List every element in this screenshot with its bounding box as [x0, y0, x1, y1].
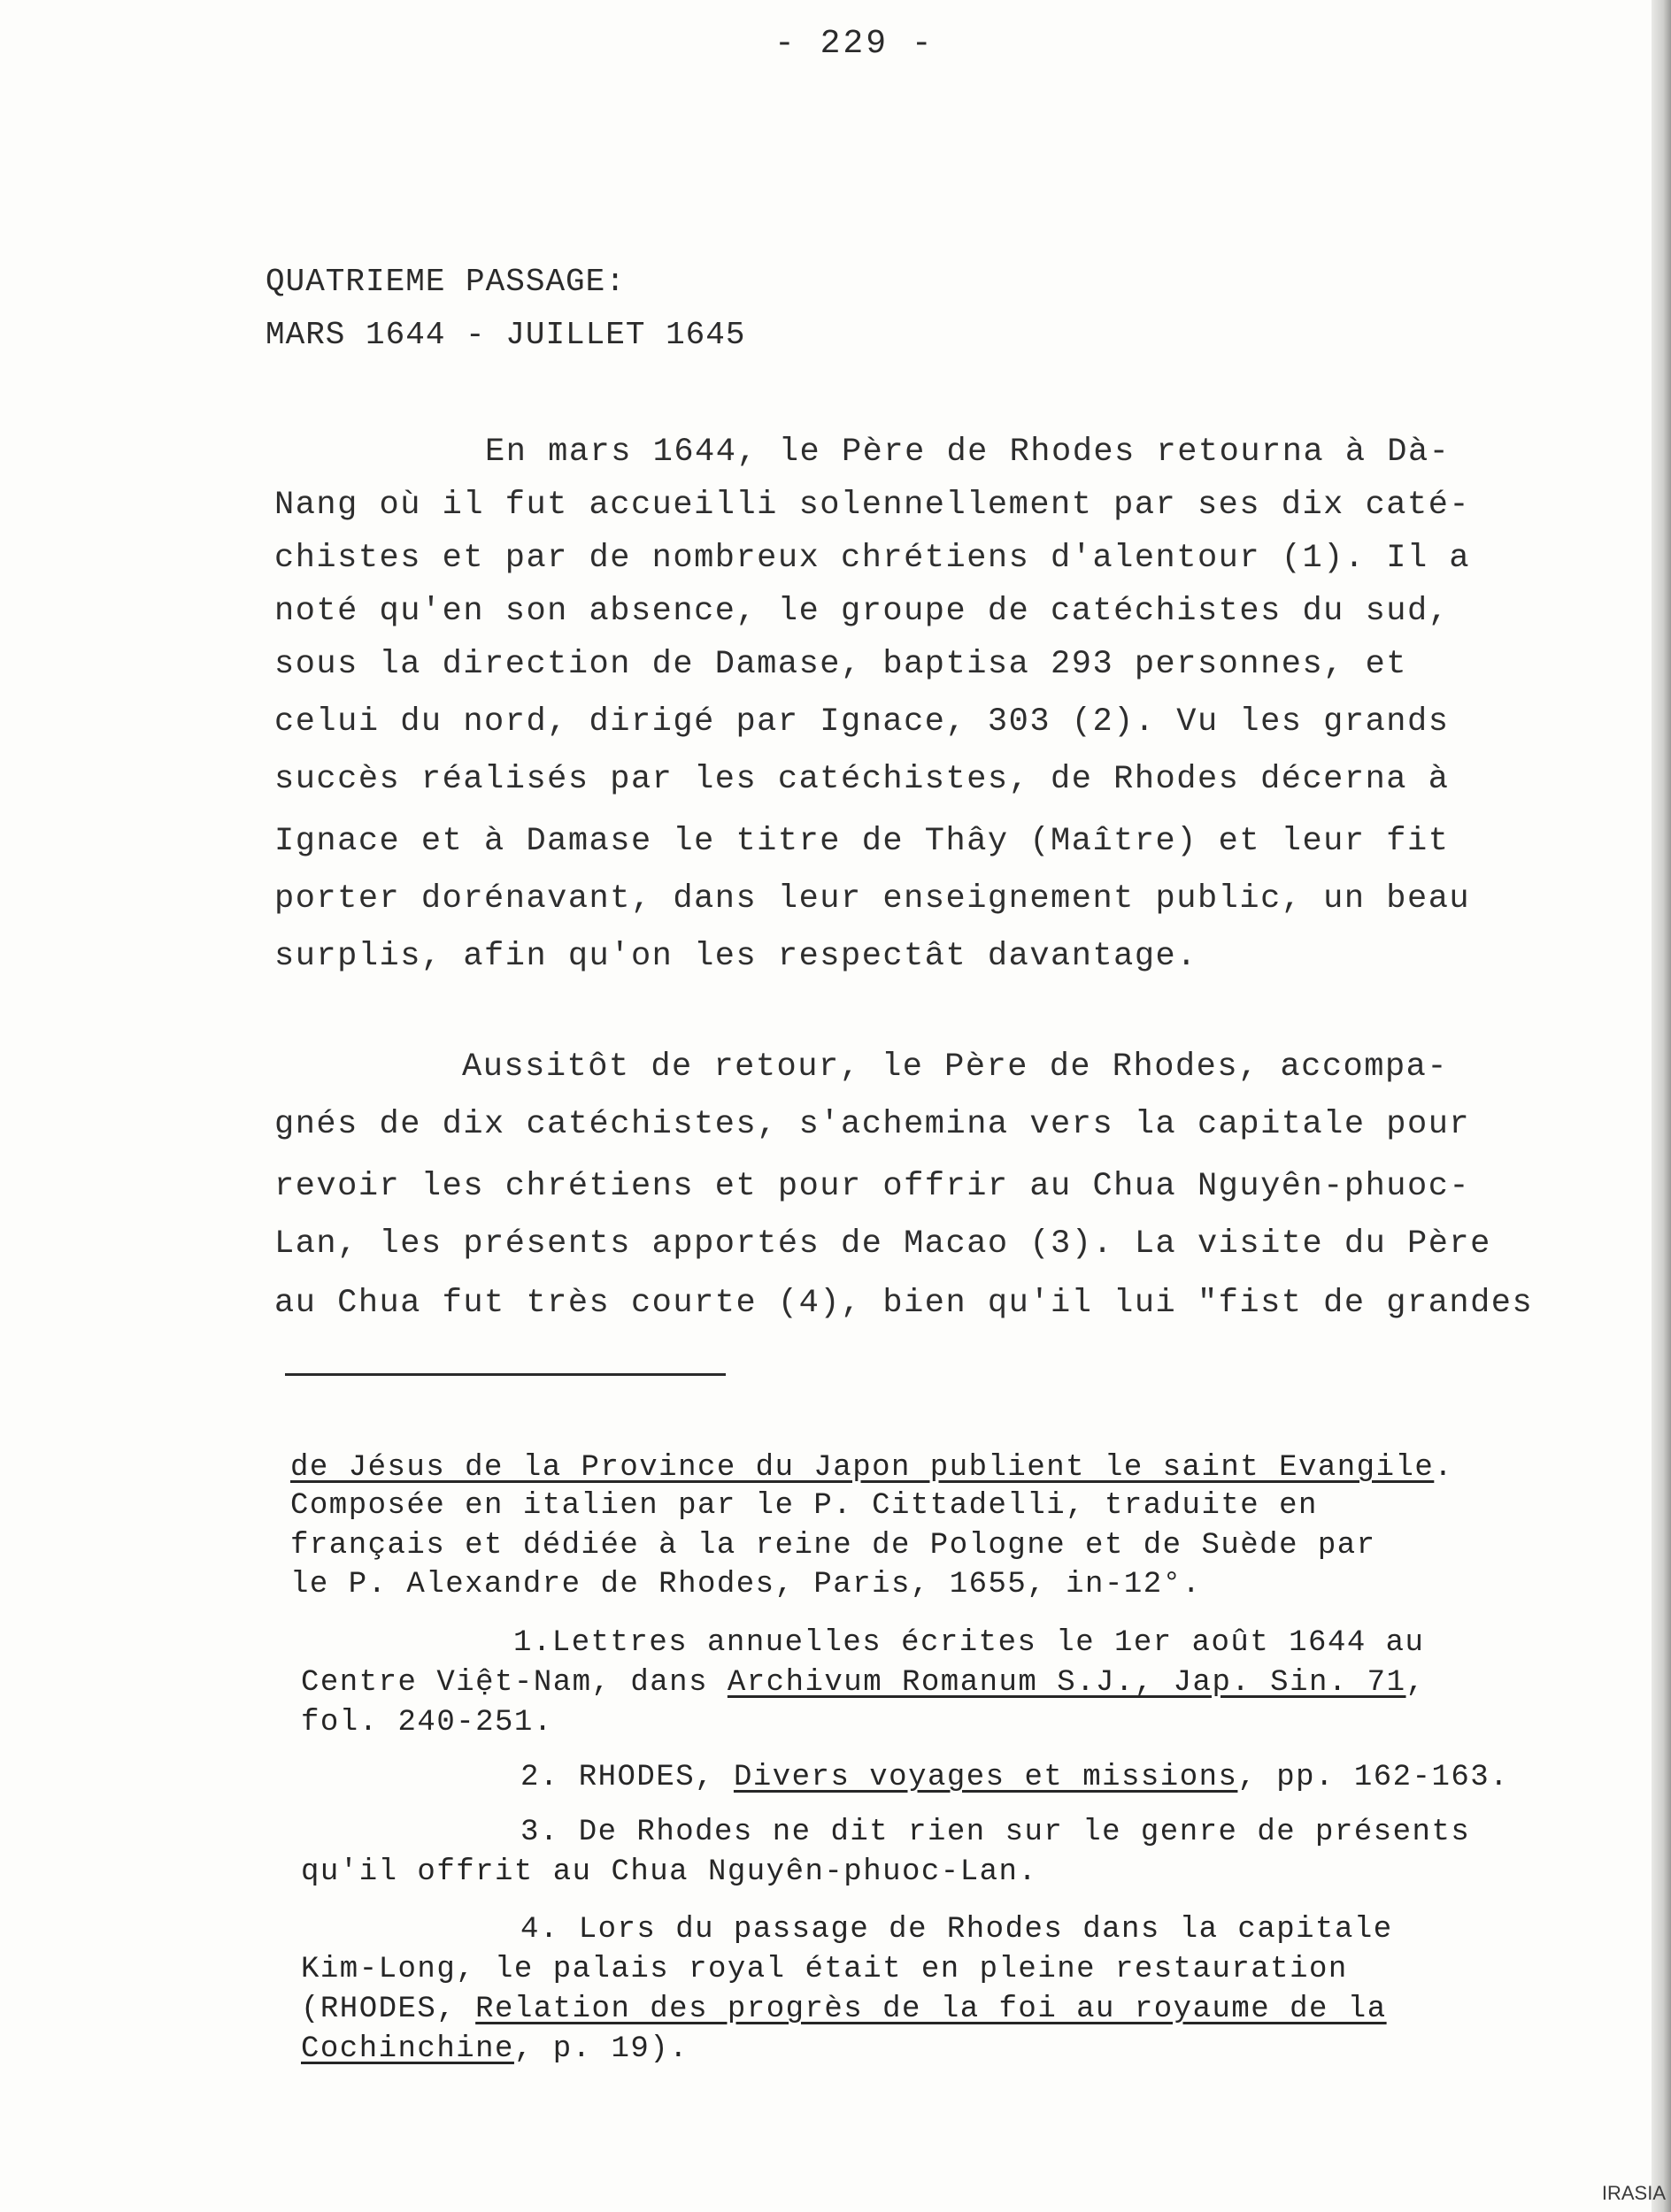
cited-source: Archivum Romanum S.J., Jap. Sin. 71	[727, 1666, 1406, 1700]
page-number: - 229 -	[774, 25, 935, 63]
footnote-carryover-line: Composée en italien par le P. Cittadelli, traduite en	[290, 1489, 1318, 1523]
paragraph-2-line: Lan, les présents apportés de Macao (3). La visite du Père	[274, 1225, 1491, 1263]
paragraph-1-line: surplis, afin qu'on les respectât davantage.	[274, 938, 1197, 975]
paragraph-1-line: porter dorénavant, dans leur enseignement public, un beau	[274, 880, 1471, 918]
footnote-carryover-line: français et dédiée à la reine de Pologne et de Suède par	[290, 1529, 1376, 1563]
footnote-4-line	[301, 2032, 689, 2066]
paragraph-1-line: succès réalisés par les catéchistes, de Rhodes décerna à	[274, 761, 1450, 798]
footnote-carryover-line: le P. Alexandre de Rhodes, Paris, 1655, in-12°.	[290, 1568, 1202, 1601]
footnote-2-author: 2. RHODES,	[520, 1761, 734, 1794]
paragraph-2-line: revoir les chrétiens et pour offrir au Chua Nguyên-phuoc-	[274, 1168, 1471, 1205]
footnote-2-pages: , pp. 162-163.	[1237, 1761, 1510, 1794]
footnote-1-text: Centre Việt-Nam, dans	[301, 1666, 728, 1700]
footnote-4-page: , p. 19).	[513, 2032, 689, 2066]
paragraph-1-line: chistes et par de nombreux chrétiens d'alentour (1). Il a	[274, 540, 1471, 577]
cited-work: Cochinchine	[301, 2032, 514, 2066]
footnote-carryover-title-line	[290, 1451, 1453, 1485]
cited-work: Divers voyages et missions	[733, 1761, 1238, 1794]
footnote-1-punct: ,	[1405, 1666, 1426, 1700]
cited-title: de Jésus de la Province du Japon publient le saint Evangile	[290, 1451, 1435, 1485]
paragraph-2-line: gnés de dix catéchistes, s'achemina vers la capitale pour	[274, 1106, 1471, 1143]
paragraph-1-line: Nang où il fut accueilli solennellement par ses dix caté-	[274, 487, 1471, 524]
footnote-3-line: 3. De Rhodes ne dit rien sur le genre de présents	[520, 1816, 1471, 1849]
paragraph-2-line: au Chua fut très courte (4), bien qu'il lui "fist de grandes	[274, 1285, 1534, 1322]
footnote-1-line: fol. 240-251.	[301, 1706, 553, 1740]
paragraph-2-line: Aussitôt de retour, le Père de Rhodes, accompa-	[462, 1048, 1449, 1086]
paragraph-1-line: celui du nord, dirigé par Ignace, 303 (2). Vu les grands	[274, 703, 1450, 741]
paragraph-1-line: En mars 1644, le Père de Rhodes retourna à Dà-	[485, 434, 1451, 471]
title-period: .	[1434, 1451, 1454, 1485]
archive-watermark: IRASIA	[1601, 2182, 1666, 2204]
footnote-4-line: Kim-Long, le palais royal était en pleine restauration	[301, 1953, 1348, 1986]
section-date-range: MARS 1644 - JUILLET 1645	[266, 317, 746, 353]
footnote-4-author: (RHODES,	[301, 1993, 476, 2026]
footnote-3-line: qu'il offrit au Chua Nguyên-phuoc-Lan.	[301, 1855, 1038, 1889]
footnote-1-line	[301, 1666, 1425, 1700]
section-heading: QUATRIEME PASSAGE:	[266, 264, 626, 300]
cited-work: Relation des progrès de la foi au royaume de la	[475, 1993, 1387, 2026]
footnote-4-line	[301, 1993, 1387, 2026]
page-edge-shadow	[1652, 0, 1671, 2212]
paragraph-1-line: sous la direction de Damase, baptisa 293 personnes, et	[274, 646, 1407, 683]
paragraph-1-line: noté qu'en son absence, le groupe de catéchistes du sud,	[274, 593, 1450, 630]
footnote-4-line: 4. Lors du passage de Rhodes dans la capitale	[520, 1913, 1393, 1947]
footnote-separator	[285, 1373, 726, 1376]
paragraph-1-line: Ignace et à Damase le titre de Thây (Maître) et leur fit	[274, 823, 1450, 860]
footnote-1-line: 1.Lettres annuelles écrites le 1er août 1644 au	[513, 1626, 1425, 1660]
footnote-2-line	[520, 1761, 1509, 1794]
